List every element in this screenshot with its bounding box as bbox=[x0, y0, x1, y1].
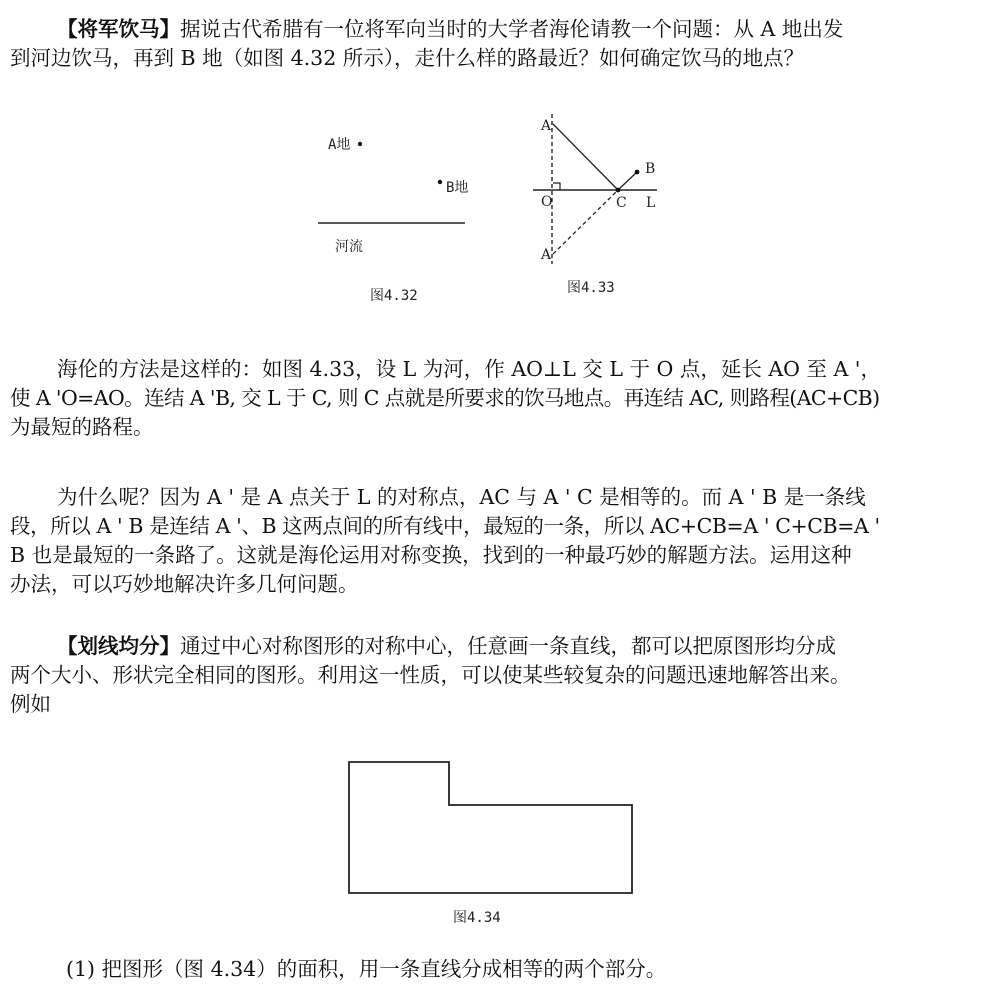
l-shaped-figure bbox=[349, 762, 632, 893]
point-b-dot bbox=[635, 170, 640, 175]
question1-text: (1) 把图形（图 4.34）的面积，用一条直线分成相等的两个部分。 bbox=[66, 957, 667, 981]
right-angle-mark bbox=[553, 183, 560, 190]
point-b-dot bbox=[438, 180, 442, 184]
segment-a-prime-c bbox=[553, 190, 618, 254]
section-huaxian-junfen bbox=[10, 632, 988, 719]
section2-line2: 两个大小、形状完全相同的图形。利用这一性质，可以使某些较复杂的问题迅速地解答出来。 bbox=[10, 663, 851, 687]
figure-4-33 bbox=[533, 114, 657, 296]
river-label: 河流 bbox=[335, 239, 363, 255]
section1-line1-text: 据说古代希腊有一位将军向当时的大学者海伦请教一个问题：从 A 地出发 bbox=[180, 17, 844, 41]
section1-line2: 到河边饮马，再到 B 地（如图 4.32 所示），走什么样的路最近？如何确定饮马的地点？ bbox=[10, 46, 805, 70]
label-c: C bbox=[616, 195, 627, 211]
point-c-dot bbox=[616, 188, 621, 193]
point-b-label: B地 bbox=[446, 180, 469, 196]
point-a-dot bbox=[358, 142, 362, 146]
label-l: L bbox=[646, 195, 656, 211]
figure-4-33-caption: 图4.33 bbox=[567, 280, 615, 296]
paragraph-why bbox=[10, 483, 988, 599]
label-a: A bbox=[541, 118, 552, 134]
paragraph2-line3: 为最短的路程。 bbox=[10, 415, 154, 439]
figure-4-32-caption: 图4.32 bbox=[370, 288, 418, 304]
segment-cb bbox=[618, 172, 637, 190]
segment-ac bbox=[553, 124, 618, 190]
paragraph3-line3: B 也是最短的一条路了。这就是海伦运用对称变换，找到的一种最巧妙的解题方法。运用这种 bbox=[10, 543, 852, 567]
question-1 bbox=[66, 955, 966, 984]
label-a-prime: A bbox=[541, 247, 552, 263]
paragraph-helun-method bbox=[10, 355, 988, 442]
section1-heading: 【将军饮马】 bbox=[57, 17, 180, 41]
section2-line1 bbox=[10, 632, 988, 661]
label-b: B bbox=[645, 161, 656, 177]
paragraph3-line2: 段，所以 A ' B 是连结 A '、B 这两点间的所有线中，最短的一条，所以 AC+CB=A ' C+CB=A ' bbox=[10, 514, 880, 538]
paragraph2-line2: 使 A 'O=AO。连结 A 'B, 交 L 于 C, 则 C 点就是所要求的饮马地点。再连结 AC, 则路程(AC+CB) bbox=[10, 386, 880, 410]
section2-heading: 【划线均分】 bbox=[57, 634, 180, 658]
figure-4-32 bbox=[318, 136, 468, 304]
label-o: O bbox=[541, 194, 553, 210]
paragraph2-line1: 海伦的方法是这样的：如图 4.33，设 L 为河，作 AO⊥L 交 L 于 O 点，延长 AO 至 A '， bbox=[57, 357, 881, 381]
section2-line1-text: 通过中心对称图形的对称中心，任意画一条直线，都可以把原图形均分成 bbox=[180, 634, 836, 658]
section2-line3: 例如 bbox=[10, 692, 51, 716]
figure-4-34-caption: 图4.34 bbox=[453, 910, 501, 926]
point-a-label: A地 bbox=[328, 137, 351, 153]
figure-4-34 bbox=[349, 762, 632, 926]
paragraph3-line4: 办法，可以巧妙地解决许多几何问题。 bbox=[10, 572, 359, 596]
paragraph3-line1: 为什么呢？因为 A ' 是 A 点关于 L 的对称点，AC 与 A ' C 是相等的。而 A ' B 是一条线 bbox=[57, 485, 866, 509]
